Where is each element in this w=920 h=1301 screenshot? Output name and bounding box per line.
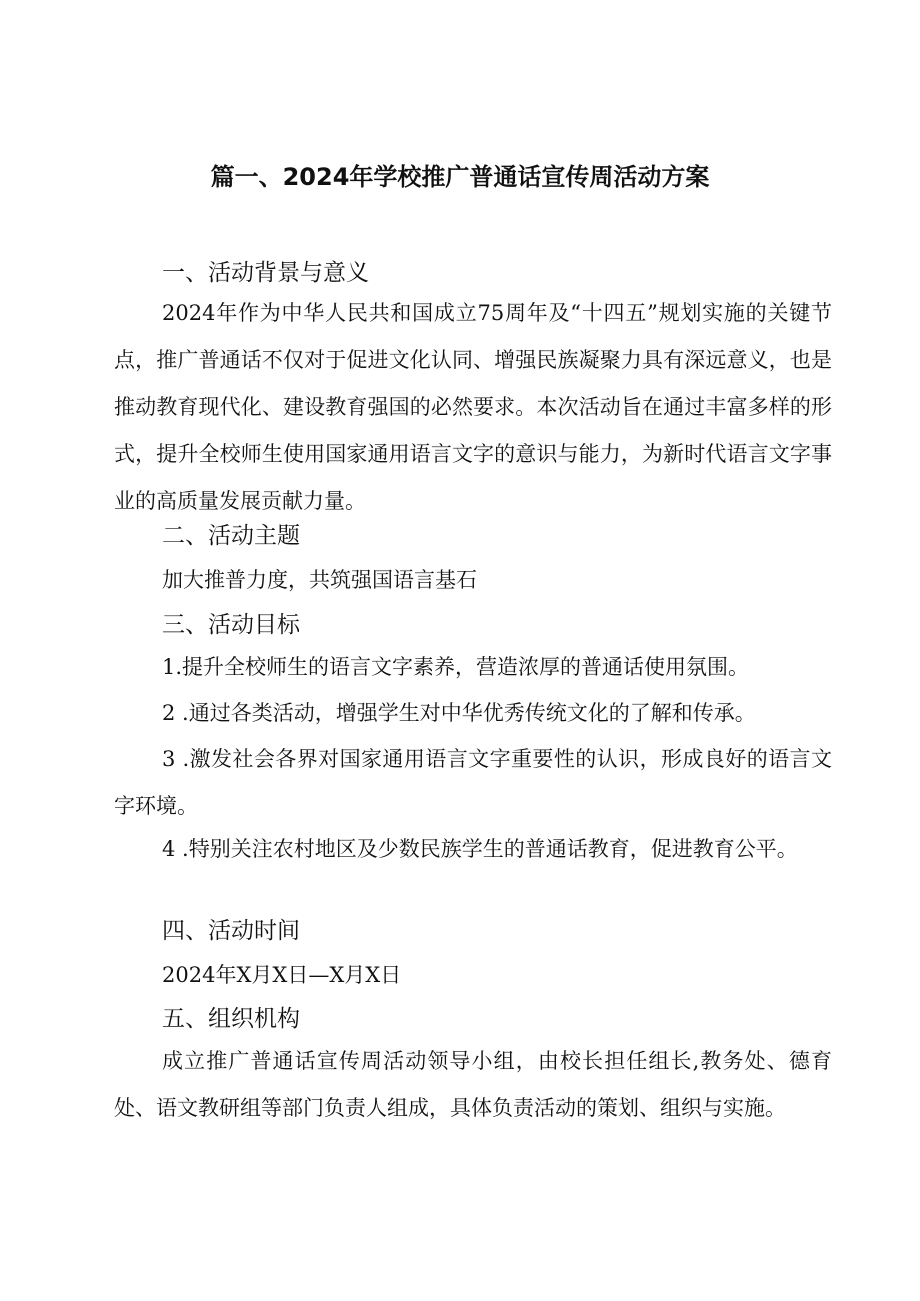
section-body-theme: 加大推普力度，共筑强国语言基石 <box>162 568 477 592</box>
goal-item-2: 2 .通过各类活动，增强学生对中华优秀传统文化的了解和传承。 <box>162 701 756 725</box>
section-heading-time: 四、活动时间 <box>162 918 300 944</box>
section-heading-theme: 二、活动主题 <box>162 523 300 549</box>
section-body-background: 2024年作为中华人民共和国成立75周年及“十四五”规划实施的关键节点，推广普通话不仅对于促进文化认同、增强民族凝聚力具有深远意义，也是推动教育现代化、建设教育强国的必然要求。本次活动旨在通过丰富多样的形式，提升全校师生使用国家通用语言文字的意识与能力，为新时代语言文字事业的高质量发展贡献力量。 <box>114 301 832 513</box>
document-title: 篇一、2024年学校推广普通话宣传周活动方案 <box>210 163 710 191</box>
section-body-organization: 成立推广普通话宣传周活动领导小组，由校长担任组长,教务处、德育处、语文教研组等部门负责人组成，具体负责活动的策划、组织与实施。 <box>114 1049 832 1120</box>
section-heading-goals: 三、活动目标 <box>162 612 300 638</box>
section-heading-organization: 五、组织机构 <box>162 1006 300 1032</box>
goal-item-1: 1.提升全校师生的语言文字素养，营造浓厚的普通话使用氛围。 <box>162 655 750 679</box>
goal-item-3: 3 .激发社会各界对国家通用语言文字重要性的认识，形成良好的语言文字环境。 <box>114 747 832 818</box>
goal-item-4: 4 .特别关注农村地区及少数民族学生的普通话教育，促进教育公平。 <box>162 837 798 861</box>
section-body-time: 2024年X月X日—X月X日 <box>162 963 402 987</box>
section-heading-background: 一、活动背景与意义 <box>162 260 369 286</box>
